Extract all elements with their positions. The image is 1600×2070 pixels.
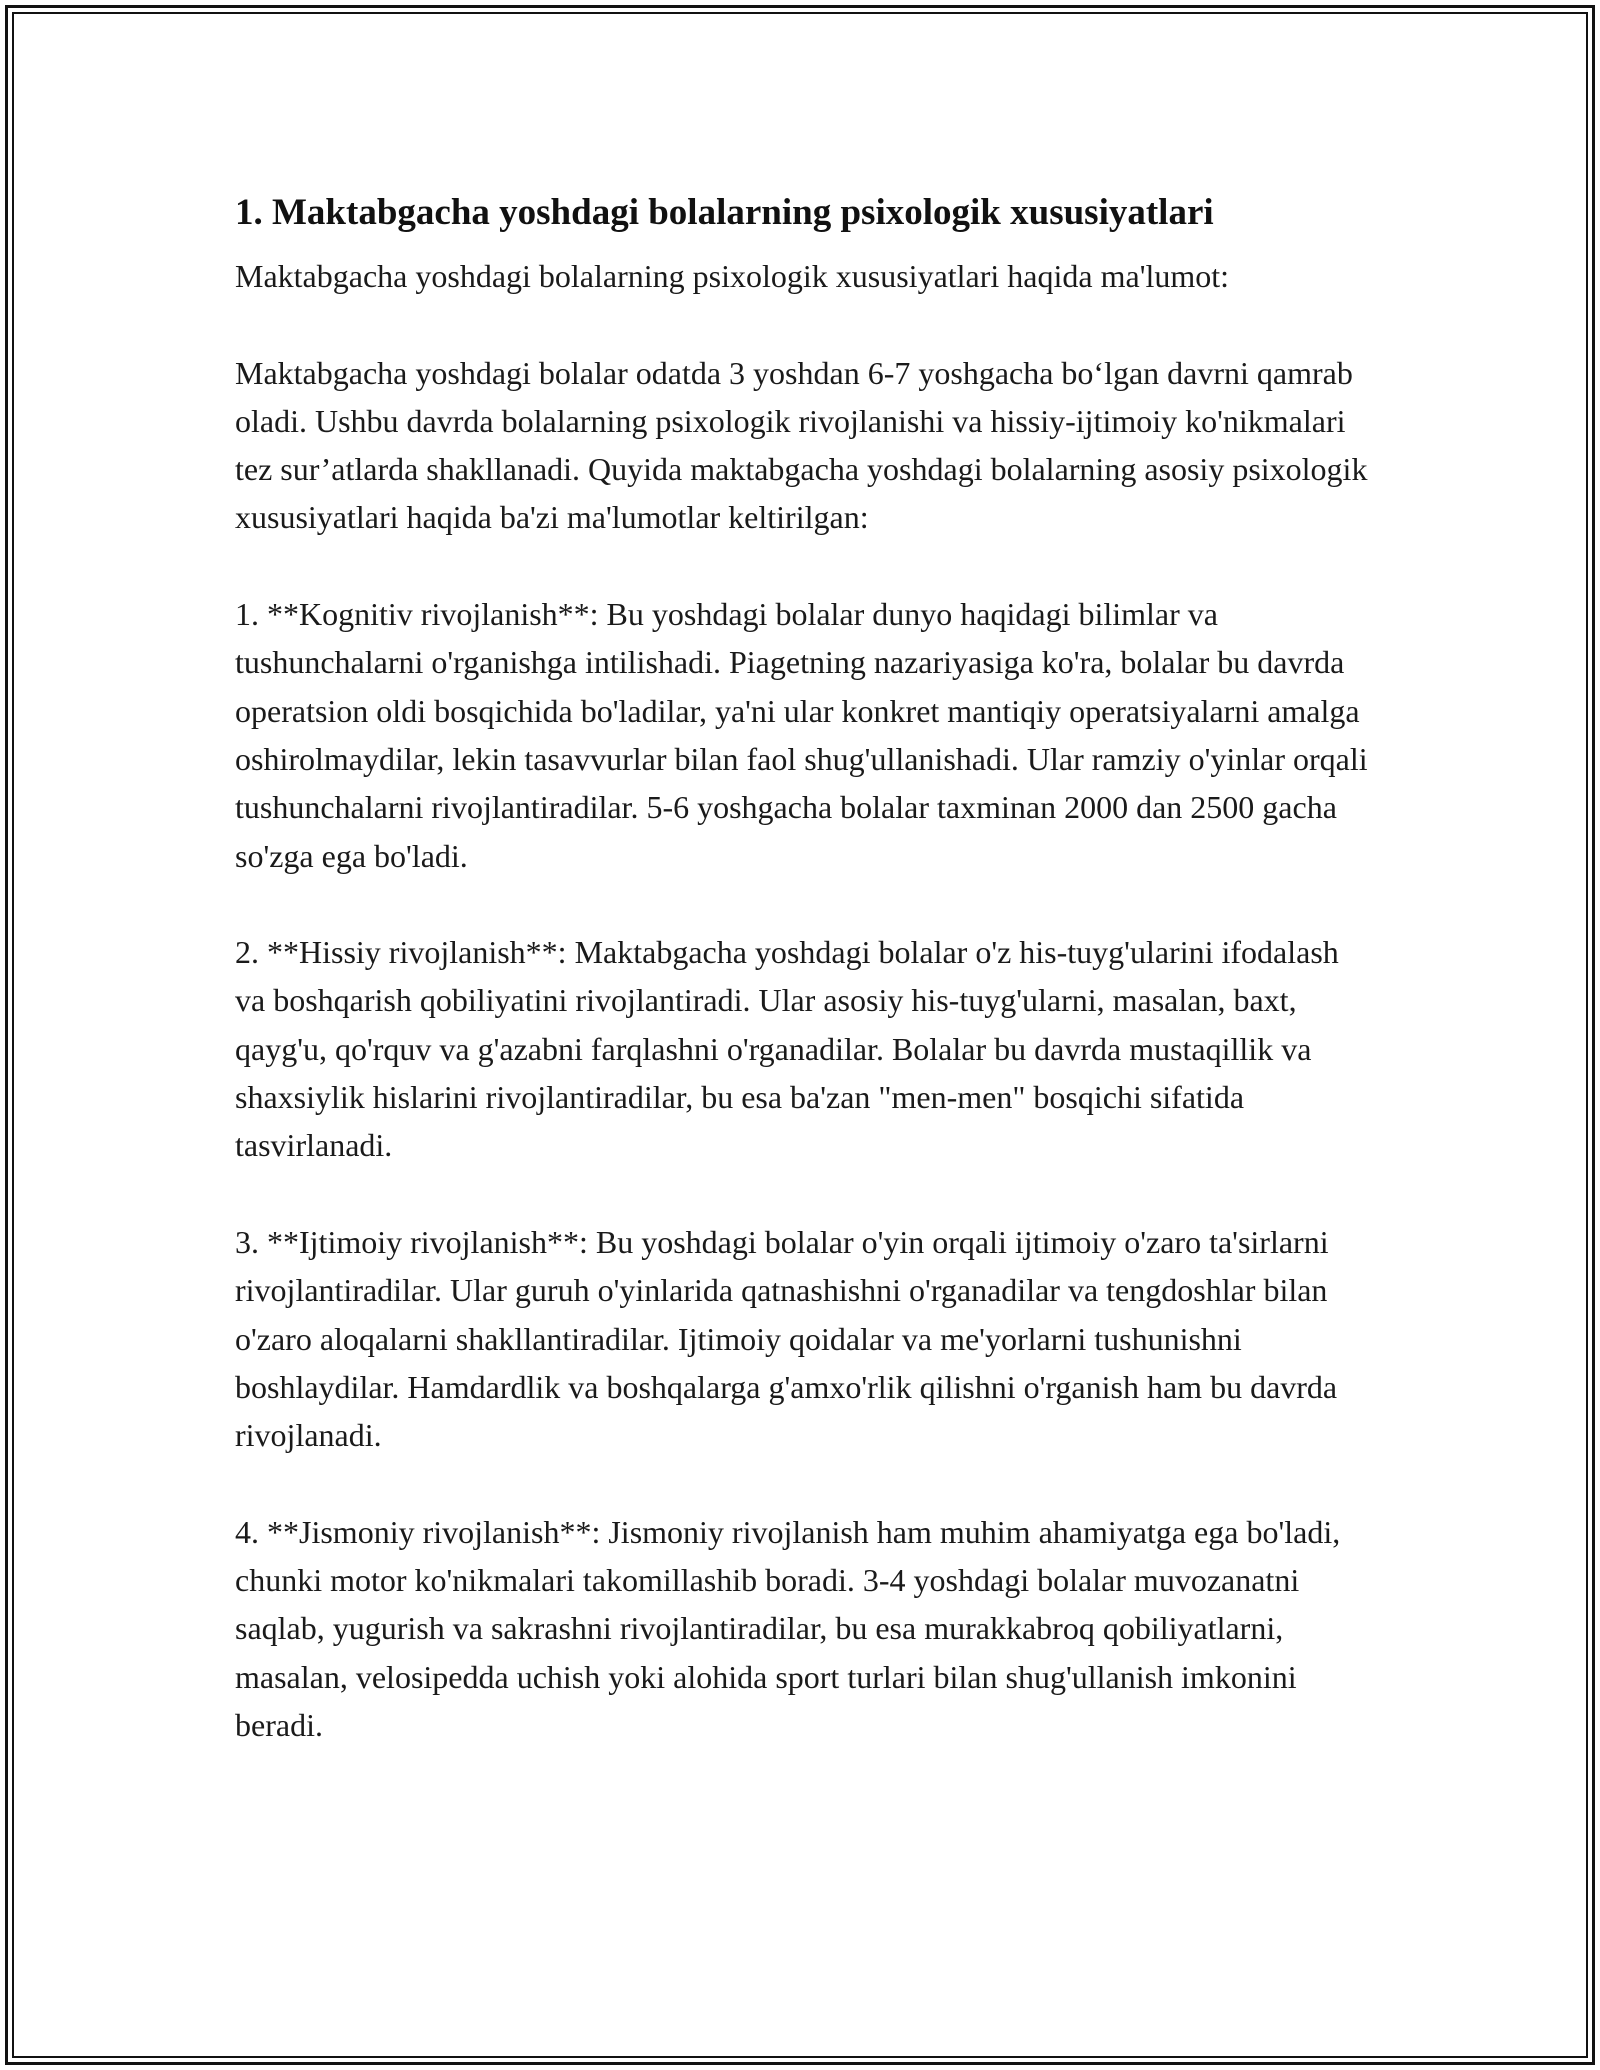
emotional-development-paragraph: 2. **Hissiy rivojlanish**: Maktabgacha yoshdagi bolalar o'z his-tuyg'ularini ifodalash va boshqarish qobiliyatini rivojlantiradi. Ular asosiy his-tuyg'ularni, masalan, baxt, qayg'u, qo'rquv va g'azabni farqlashni o'rganadilar. Bolalar bu davrda mustaqillik va shaxsiylik hislarini rivojlantiradilar, bu esa ba'zan "men-men" bosqichi sifatida tasvirlanadi. <box>235 934 1339 1164</box>
intro-paragraph: Maktabgacha yoshdagi bolalarning psixologik xususiyatlari haqida ma'lumot: <box>235 258 1230 294</box>
cognitive-development-paragraph: 1. **Kognitiv rivojlanish**: Bu yoshdagi bolalar dunyo haqidagi bilimlar va tushunchalarni o'rganishga intilishadi. Piagetning nazariyasiga ko'ra, bolalar bu davrda operatsion oldi bosqichida bo'ladilar, ya'ni ular konkret mantiqiy operatsiyalarni amalga oshirolmaydilar, lekin tasavvurlar bilan faol shug'ullanishadi. Ular ramziy o'yinlar orqali tushunchalarni rivojlantiradilar. 5-6 yoshgacha bolalar taxminan 2000 dan 2500 gacha so'zga ega bo'ladi. <box>235 596 1368 874</box>
document-body <box>235 182 1370 1749</box>
document-title: 1. Maktabgacha yoshdagi bolalarning psixologik xususiyatlari <box>235 192 1214 233</box>
physical-development-paragraph: 4. **Jismoniy rivojlanish**: Jismoniy rivojlanish ham muhim ahamiyatga ega bo'ladi, chunki motor ko'nikmalari takomillashib boradi. 3-4 yoshdagi bolalar muvozanatni saqlab, yugurish va sakrashni rivojlantiradilar, bu esa murakkabroq qobiliyatlarni, masalan, velosipedda uchish yoki alohida sport turlari bilan shug'ullanish imkonini beradi. <box>235 1513 1341 1743</box>
social-development-paragraph: 3. **Ijtimoiy rivojlanish**: Bu yoshdagi bolalar o'yin orqali ijtimoiy o'zaro ta'sirlarni rivojlantiradilar. Ular guruh o'yinlarida qatnashishni o'rganadilar va tengdoshlar bilan o'zaro aloqalarni shakllantiradilar. Ijtimoiy qoidalar va me'yorlarni tushunishni boshlaydilar. Hamdardlik va boshqalarga g'amxo'rlik qilishni o'rganish ham bu davrda rivojlanadi. <box>235 1223 1338 1454</box>
overview-paragraph: Maktabgacha yoshdagi bolalar odatda 3 yoshdan 6-7 yoshgacha bo‘lgan davrni qamrab oladi. Ushbu davrda bolalarning psixologik rivojlanishi va hissiy-ijtimoiy ko'nikmalari tez sur’atlarda shakllanadi. Quyida maktabgacha yoshdagi bolalarning asosiy psixologik xususiyatlari haqida ba'zi ma'lumotlar keltirilgan: <box>235 354 1368 536</box>
